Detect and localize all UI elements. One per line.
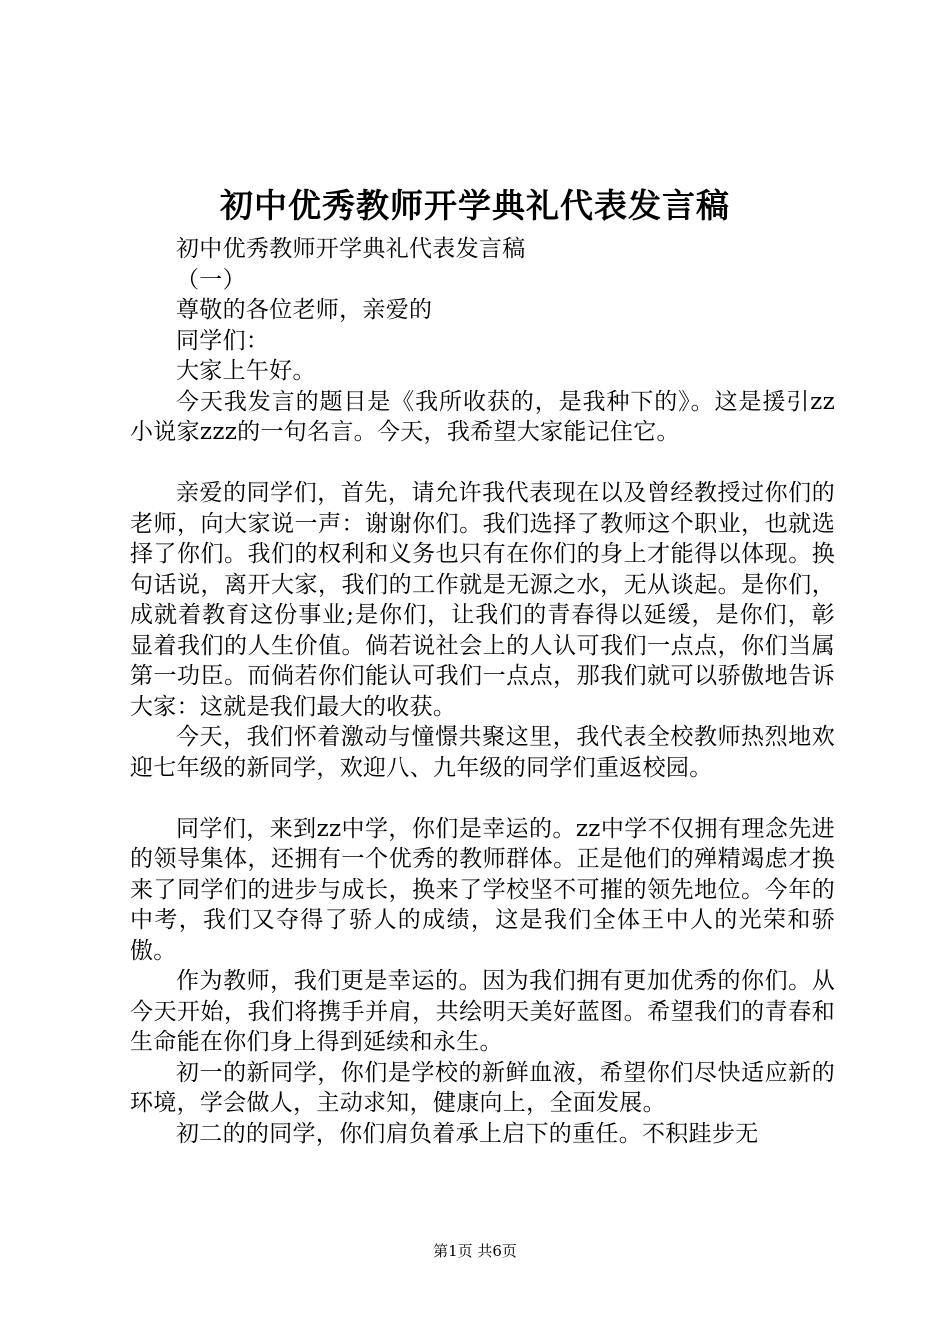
- paragraph-school: 同学们，来到zz中学，你们是幸运的。zz中学不仅拥有理念先进的领导集体，还拥有一个优秀的教师群体。正是他们的殚精竭虑才换来了同学们的进步与成长，换来了学校坚不可摧的领先地位。今年的中考，我们又夺得了骄人的成绩，这是我们全体王中人的光荣和骄傲。: [130, 815, 835, 964]
- paragraph-blank: [130, 448, 835, 479]
- paragraph-teachers: 作为教师，我们更是幸运的。因为我们拥有更加优秀的你们。从今天开始，我们将携手并肩，共绘明天美好蓝图。希望我们的青春和生命能在你们身上得到延续和永生。: [130, 968, 835, 1055]
- paragraph-blank: [130, 783, 835, 814]
- paragraph-grade-one: 初一的新同学，你们是学校的新鲜血液，希望你们尽快适应新的环境，学会做人，主动求知，健康向上，全面发展。: [130, 1059, 835, 1116]
- paragraph-thanks: 亲爱的同学们，首先，请允许我代表现在以及曾经教授过你们的老师，向大家说一声：谢谢你们。我们选择了教师这个职业，也就选择了你们。我们的权利和义务也只有在你们的身上才能得以体现。换句话说，离开大家，我们的工作就是无源之水，无从谈起。是你们，成就着教育这份事业;是你们，让我们的青春得以延缓，是你们，彰显着我们的人生价值。倘若说社会上的人认可我们一点点，你们当属第一功臣。而倘若你们能认可我们一点点，那我们就可以骄傲地告诉大家：这就是我们最大的收获。: [130, 480, 835, 720]
- paragraph-subtitle: 初中优秀教师开学典礼代表发言稿: [176, 236, 526, 262]
- paragraph-section-number: （一）: [176, 266, 246, 293]
- page-footer: 第1页 共6页: [433, 1242, 517, 1260]
- paragraph-greeting: 大家上午好。: [176, 358, 316, 384]
- document-title: 初中优秀教师开学典礼代表发言稿: [220, 186, 730, 225]
- paragraph-welcome: 今天，我们怀着激动与憧憬共聚这里，我代表全校教师热烈地欢迎七年级的新同学，欢迎八、九年级的同学们重返校园。: [130, 724, 835, 781]
- paragraph-topic: 今天我发言的题目是《我所收获的，是我种下的》。这是援引zz小说家zzz的一句名言。今天，我希望大家能记住它。: [130, 388, 835, 445]
- paragraph-salutation: 尊敬的各位老师，亲爱的: [176, 297, 433, 323]
- paragraph-grade-two: 初二的的同学，你们肩负着承上启下的重任。不积跬步无: [176, 1120, 759, 1147]
- document-body: [130, 234, 835, 1149]
- paragraph-salutation-cont: 同学们：: [176, 327, 270, 354]
